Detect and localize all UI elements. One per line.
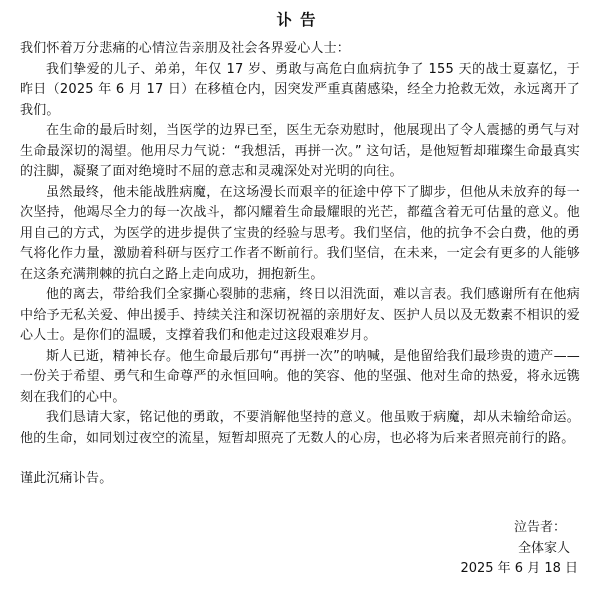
- signature-date: 2025 年 6 月 18 日: [460, 561, 578, 576]
- paragraph-6: 我们恳请大家，铭记他的勇敢，不要消解他坚持的意义。他虽败于病魔，却从未输给命运。他的生命，如同划过夜空的流星，短暂却照亮了无数人的心房，也必将为后来者照亮前行的路。: [20, 410, 580, 446]
- signature-name: 全体家人: [517, 540, 570, 556]
- paragraph-1: 我们挚爱的儿子、弟弟，年仅 17 岁、勇敢与高危白血病抗争了 155 天的战士夏嘉忆，于昨日（2025 年 6 月 17 日）在移植仓内，因突发严重真菌感染，经全力抢救无效，永远离开了我们。: [20, 61, 580, 118]
- paragraph-4: 他的离去，带给我们全家撕心裂肺的悲痛，终日以泪洗面，难以言表。我们感谢所有在他病中给予无私关爱、伸出援手、持续关注和深切祝福的亲朋好友、医护人员以及无数素不相识的爱心人士。是你们的温暖，支撑着我们和他走过这段艰难岁月。: [20, 287, 580, 343]
- paragraph-3: 虽然最终，他未能战胜病魔，在这场漫长而艰辛的征途中停下了脚步，但他从未放弃的每一次坚持，他竭尽全力的每一次战斗，都闪耀着生命最耀眼的光芒，都蕴含着无可估量的意义。他用自己的方式，为医学的进步提供了宝贵的经验与思考。我们坚信，他的抗争不会白费，他的勇气将化作力量，激励着科研与医疗工作者不断前行。我们坚信，在未来，一定会有更多的人能够在这条充满荆棘的抗白之路上走向成功，拥抱新生。: [20, 184, 580, 282]
- document-title: 讣告: [276, 11, 324, 29]
- salutation: 我们怀着万分悲痛的心情泣告亲朋及社会各界爱心人士：: [20, 41, 351, 56]
- closing-line: 谨此沉痛讣告。: [20, 471, 113, 486]
- signature-block: [460, 518, 578, 580]
- paragraph-2: 在生命的最后时刻，当医学的边界已至，医生无奈劝慰时，他展现出了令人震撼的勇气与对生命最深切的渴望。他用尽力气说：“我想活，再拼一次。” 这句话，是他短暂却璀璨生命最真实的注脚，凝聚了面对绝境时不屈的意志和灵魂深处对光明的向往。: [20, 123, 580, 179]
- paragraph-5: 斯人已逝，精神长存。他生命最后那句“再拼一次”的呐喊，是他留给我们最珍贵的遗产——一份关于希望、勇气和生命尊严的永恒回响。他的笑容、他的坚强、他对生命的热爱，将永远镌刻在我们的心中。: [20, 348, 580, 405]
- signature-label: 泣告者：: [513, 520, 566, 535]
